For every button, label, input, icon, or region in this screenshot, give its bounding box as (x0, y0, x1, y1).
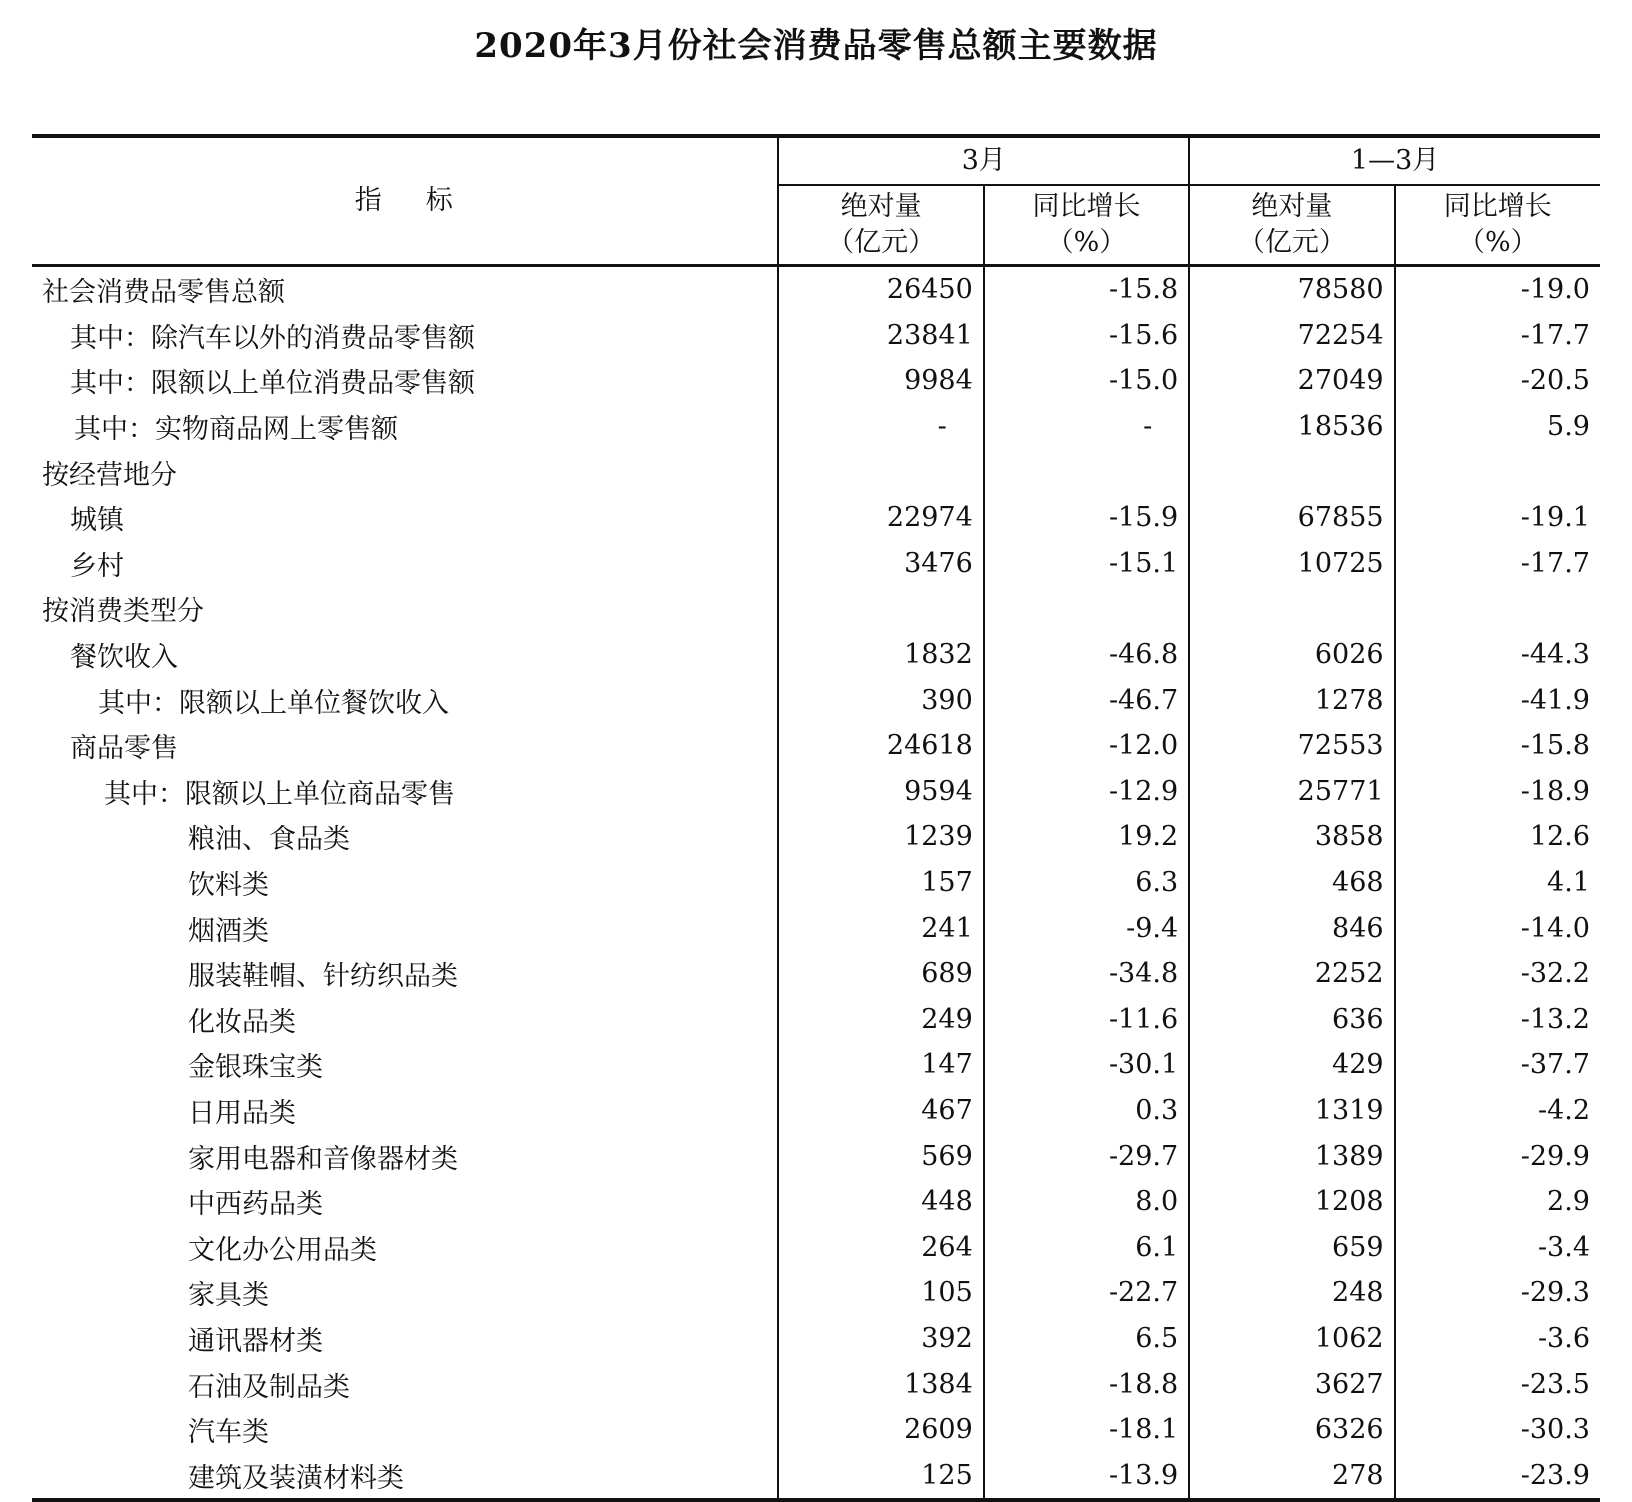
q-yoy-value: -3.6 (1537, 1322, 1590, 1354)
indicator-header-char-1: 指 (354, 185, 384, 216)
row-label: 按经营地分 (32, 449, 778, 495)
col-header-q-abs (1189, 185, 1394, 266)
q-abs-value: 1208 (1189, 1179, 1394, 1225)
march-yoy-value: -15.9 (984, 495, 1189, 541)
table-row (32, 541, 1600, 587)
march-yoy-value: -15.6 (984, 313, 1189, 359)
q-yoy-value: 5.9 (1547, 411, 1590, 443)
q-yoy-value: 4.1 (1547, 867, 1590, 899)
table-row (32, 495, 1600, 541)
q-yoy-value: -29.9 (1520, 1140, 1590, 1172)
yoy-label: 同比增长 (1443, 191, 1552, 222)
table-row (32, 769, 1600, 815)
table-row (32, 586, 1600, 632)
q-abs-value: 1062 (1189, 1316, 1394, 1362)
table-row (32, 723, 1600, 769)
table-row (32, 1088, 1600, 1134)
row-label: 化妆品类 (32, 997, 778, 1043)
march-yoy-value: 6.3 (984, 860, 1189, 906)
q-yoy-value: -29.3 (1520, 1277, 1590, 1309)
row-label: 其中：限额以上单位消费品零售额 (32, 358, 778, 404)
page-title: 2020年3月份社会消费品零售总额主要数据 (474, 26, 1158, 66)
row-label: 通讯器材类 (32, 1316, 778, 1362)
row-label: 其中：除汽车以外的消费品零售额 (32, 313, 778, 359)
march-abs-value: 105 (778, 1270, 983, 1316)
q-abs-value: 6326 (1189, 1407, 1394, 1453)
q-abs-value: 846 (1189, 905, 1394, 951)
q-yoy-value: -13.2 (1520, 1003, 1590, 1035)
march-abs-value: 24618 (778, 723, 983, 769)
march-abs-value: 125 (778, 1452, 983, 1500)
march-abs-value: 22974 (778, 495, 983, 541)
row-label: 饮料类 (32, 860, 778, 906)
march-abs-value: 9984 (778, 358, 983, 404)
march-abs-value: 26450 (778, 266, 983, 313)
march-yoy-value (984, 586, 1189, 632)
march-yoy-value: - (984, 404, 1189, 450)
table-row (32, 997, 1600, 1043)
march-yoy-value: 0.3 (984, 1088, 1189, 1134)
row-label: 石油及制品类 (32, 1361, 778, 1407)
table-row (32, 358, 1600, 404)
row-label: 家用电器和音像器材类 (32, 1133, 778, 1179)
row-label: 餐饮收入 (32, 632, 778, 678)
q-abs-value (1189, 586, 1394, 632)
indicator-header (32, 136, 778, 266)
table-row (32, 1361, 1600, 1407)
q-yoy-value: -19.0 (1520, 274, 1590, 306)
march-yoy-value: 19.2 (984, 814, 1189, 860)
q-abs-value: 72553 (1189, 723, 1394, 769)
row-label: 文化办公用品类 (32, 1224, 778, 1270)
q-abs-value: 1278 (1189, 677, 1394, 723)
group-header-march: 3月 (778, 136, 1189, 185)
q-abs-value: 78580 (1189, 266, 1394, 313)
row-label: 其中：限额以上单位餐饮收入 (32, 677, 778, 723)
row-label: 粮油、食品类 (32, 814, 778, 860)
q-abs-value: 2252 (1189, 951, 1394, 997)
march-abs-value: 2609 (778, 1407, 983, 1453)
march-yoy-value: -22.7 (984, 1270, 1189, 1316)
indicator-header-char-2: 标 (425, 185, 455, 216)
q-yoy-value: -18.9 (1520, 775, 1590, 807)
march-abs-value: 249 (778, 997, 983, 1043)
march-abs-value: 689 (778, 951, 983, 997)
row-label: 日用品类 (32, 1088, 778, 1134)
q-yoy-value: 2.9 (1547, 1186, 1590, 1218)
march-abs-value: 3476 (778, 541, 983, 587)
table-row (32, 860, 1600, 906)
q-yoy-value: -14.0 (1520, 912, 1590, 944)
march-yoy-value: -15.1 (984, 541, 1189, 587)
q-yoy-value: -23.9 (1395, 1452, 1600, 1500)
march-yoy-value: -15.8 (984, 266, 1189, 313)
march-yoy-value: -12.9 (984, 769, 1189, 815)
q-abs-value: 10725 (1189, 541, 1394, 587)
abs-label: 绝对量 (1251, 191, 1333, 222)
table-row (32, 677, 1600, 723)
row-label: 汽车类 (32, 1407, 778, 1453)
abs-unit: （亿元） (827, 227, 936, 258)
q-abs-value: 27049 (1189, 358, 1394, 404)
q-abs-value: 429 (1189, 1042, 1394, 1088)
table-row (32, 1179, 1600, 1225)
q-yoy-value: -17.7 (1520, 547, 1590, 579)
march-abs-value: 23841 (778, 313, 983, 359)
march-yoy-value: -15.0 (984, 358, 1189, 404)
q-abs-value: 6026 (1189, 632, 1394, 678)
abs-label: 绝对量 (840, 191, 922, 222)
march-abs-value: 157 (778, 860, 983, 906)
row-label: 按消费类型分 (32, 586, 778, 632)
march-yoy-value: -18.8 (984, 1361, 1189, 1407)
march-yoy-value: -9.4 (984, 905, 1189, 951)
table-row (32, 404, 1600, 450)
q-abs-value: 67855 (1189, 495, 1394, 541)
yoy-label: 同比增长 (1032, 191, 1141, 222)
table-row (32, 1133, 1600, 1179)
q-abs-value: 636 (1189, 997, 1394, 1043)
yoy-unit: （%） (1457, 227, 1538, 258)
march-yoy-value: 8.0 (984, 1179, 1189, 1225)
q-abs-value (1189, 449, 1394, 495)
march-yoy-value: 6.5 (984, 1316, 1189, 1362)
march-yoy-value: -30.1 (984, 1042, 1189, 1088)
col-header-march-yoy (984, 185, 1189, 266)
table-row (32, 814, 1600, 860)
row-label: 中西药品类 (32, 1179, 778, 1225)
march-yoy-value: -12.0 (984, 723, 1189, 769)
row-label: 商品零售 (32, 723, 778, 769)
march-abs-value (778, 586, 983, 632)
q-abs-value: 248 (1189, 1270, 1394, 1316)
table-row (32, 1407, 1600, 1453)
table-row (32, 1042, 1600, 1088)
row-label: 家具类 (32, 1270, 778, 1316)
q-yoy-value: -30.3 (1520, 1414, 1590, 1446)
q-yoy-value: 12.6 (1529, 821, 1590, 853)
q-abs-value: 659 (1189, 1224, 1394, 1270)
q-yoy-value: -41.9 (1520, 684, 1590, 716)
march-yoy-value: -34.8 (984, 951, 1189, 997)
row-label: 服装鞋帽、针纺织品类 (32, 951, 778, 997)
row-label: 其中：实物商品网上零售额 (32, 404, 778, 450)
row-label: 城镇 (32, 495, 778, 541)
march-abs-value: 467 (778, 1088, 983, 1134)
q-yoy-value: -17.7 (1520, 319, 1590, 351)
q-yoy-value: -3.4 (1537, 1231, 1590, 1263)
table-row (32, 266, 1600, 313)
march-yoy-value: -46.8 (984, 632, 1189, 678)
q-yoy-value: -20.5 (1520, 365, 1590, 397)
march-abs-value: 390 (778, 677, 983, 723)
march-abs-value: 392 (778, 1316, 983, 1362)
table-row (32, 449, 1600, 495)
q-abs-value: 1319 (1189, 1088, 1394, 1134)
table-row (32, 1316, 1600, 1362)
row-label: 建筑及装潢材料类 (32, 1452, 778, 1500)
q-yoy-value: -44.3 (1520, 639, 1590, 671)
table-row (32, 905, 1600, 951)
table-row (32, 1224, 1600, 1270)
q-yoy-value: -19.1 (1520, 502, 1590, 534)
table-row (32, 632, 1600, 678)
q-yoy-value (1395, 449, 1600, 495)
row-label: 乡村 (32, 541, 778, 587)
q-abs-value: 278 (1189, 1452, 1394, 1500)
q-yoy-value: -23.5 (1520, 1368, 1590, 1400)
march-abs-value: 9594 (778, 769, 983, 815)
q-abs-value: 3858 (1189, 814, 1394, 860)
march-abs-value: 1832 (778, 632, 983, 678)
yoy-unit: （%） (1046, 227, 1127, 258)
q-yoy-value (1395, 586, 1600, 632)
q-yoy-value: -37.7 (1520, 1049, 1590, 1081)
march-abs-value: 569 (778, 1133, 983, 1179)
q-abs-value: 25771 (1189, 769, 1394, 815)
march-yoy-value: 6.1 (984, 1224, 1189, 1270)
march-yoy-value: -13.9 (984, 1452, 1189, 1500)
march-yoy-value: -18.1 (984, 1407, 1189, 1453)
row-label: 其中：限额以上单位商品零售 (32, 769, 778, 815)
q-abs-value: 468 (1189, 860, 1394, 906)
table-row (32, 951, 1600, 997)
abs-unit: （亿元） (1237, 227, 1346, 258)
table-body (32, 266, 1600, 1501)
row-label: 烟酒类 (32, 905, 778, 951)
march-abs-value: 448 (778, 1179, 983, 1225)
q-abs-value: 3627 (1189, 1361, 1394, 1407)
march-yoy-value: -29.7 (984, 1133, 1189, 1179)
retail-sales-table (32, 134, 1600, 1502)
q-yoy-value: -4.2 (1537, 1094, 1590, 1126)
march-abs-value (778, 449, 983, 495)
col-header-q-yoy (1395, 185, 1600, 266)
march-yoy-value: -46.7 (984, 677, 1189, 723)
table-row (32, 313, 1600, 359)
q-abs-value: 1389 (1189, 1133, 1394, 1179)
col-header-march-abs (778, 185, 983, 266)
q-yoy-value: -15.8 (1520, 730, 1590, 762)
group-header-jan-mar: 1—3月 (1189, 136, 1600, 185)
march-abs-value: 241 (778, 905, 983, 951)
q-abs-value: 18536 (1189, 404, 1394, 450)
q-yoy-value: -32.2 (1520, 958, 1590, 990)
q-abs-value: 72254 (1189, 313, 1394, 359)
march-abs-value: - (778, 404, 983, 450)
march-abs-value: 1239 (778, 814, 983, 860)
table-row (32, 1270, 1600, 1316)
march-abs-value: 264 (778, 1224, 983, 1270)
march-abs-value: 1384 (778, 1361, 983, 1407)
march-yoy-value: -11.6 (984, 997, 1189, 1043)
row-label: 金银珠宝类 (32, 1042, 778, 1088)
march-yoy-value (984, 449, 1189, 495)
row-label: 社会消费品零售总额 (32, 266, 778, 313)
table-row (32, 1452, 1600, 1500)
march-abs-value: 147 (778, 1042, 983, 1088)
